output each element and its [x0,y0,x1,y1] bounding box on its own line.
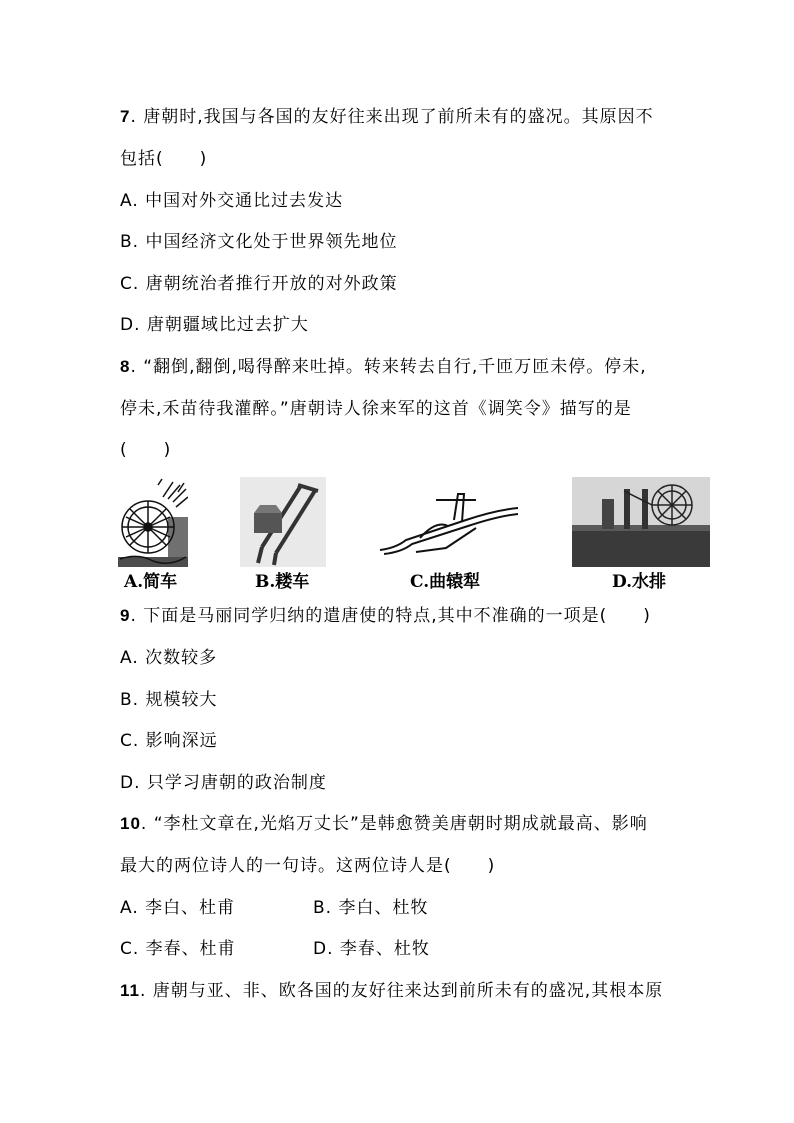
question-9-option-b: B. 规模较大 [120,690,218,710]
question-10-option-d: D. 李春、杜牧 [313,939,430,959]
question-7-option-d: D. 唐朝疆域比过去扩大 [120,315,309,335]
question-9-option-c: C. 影响深远 [120,731,218,751]
question-8-text: . “翻倒,翻倒,喝得醉来吐掉。转来转去自行,千匝万匝未停。停未, [130,357,647,377]
question-9-option-d: D. 只学习唐朝的政治制度 [120,773,327,793]
figure-caption-c: C.曲辕犁 [410,572,481,592]
figure-caption-a: A.简车 [124,572,178,592]
question-7-option-c: C. 唐朝统治者推行开放的对外政策 [120,274,398,294]
question-9-option-a: A. 次数较多 [120,648,218,668]
question-8-line-2: 停未,禾苗待我灌醉。”唐朝诗人徐来军的这首《调笑令》描写的是 [120,399,632,419]
question-9-line-1 [120,604,651,628]
question-7-line-1 [120,105,654,129]
question-7-text: . 唐朝时,我国与各国的友好往来出现了前所未有的盛况。其原因不 [130,107,654,127]
question-10-text: . “李杜文章在,光焰万丈长”是韩愈赞美唐朝时期成就最高、影响 [140,814,648,834]
curved-plow-drawing [376,490,522,560]
question-11-line-1 [120,979,663,1003]
question-8-line-3: ( ) [120,440,172,460]
question-10-number: 10 [120,814,141,833]
question-10-line-1 [120,812,648,836]
question-9-text: . 下面是马丽同学归纳的遣唐使的特点,其中不准确的一项是( ) [130,606,651,626]
question-7-option-b: B. 中国经济文化处于世界领先地位 [120,232,398,252]
question-10-line-2: 最大的两位诗人的一句诗。这两位诗人是( ) [120,856,496,876]
question-11-text: . 唐朝与亚、非、欧各国的友好往来达到前所未有的盛况,其根本原 [139,981,664,1001]
question-8-number: 8 [120,357,131,376]
question-7-line-2: 包括( ) [120,149,208,169]
question-7-number: 7 [120,107,131,126]
waterwheel-illustration [118,477,188,571]
question-7-option-a: A. 中国对外交通比过去发达 [120,191,344,211]
figure-caption-b: B.耧车 [255,572,310,592]
question-10-option-a: A. 李白、杜甫 [120,898,236,918]
seed-drill-photo [240,477,326,571]
question-11-number: 11 [120,981,140,1000]
question-8-line-1 [120,355,647,379]
question-10-option-b: B. 李白、杜牧 [313,898,429,918]
question-9-number: 9 [120,606,131,625]
question-10-option-c: C. 李春、杜甫 [120,939,236,959]
figure-caption-d: D.水排 [612,572,667,592]
water-bellows-model-photo [572,477,710,571]
